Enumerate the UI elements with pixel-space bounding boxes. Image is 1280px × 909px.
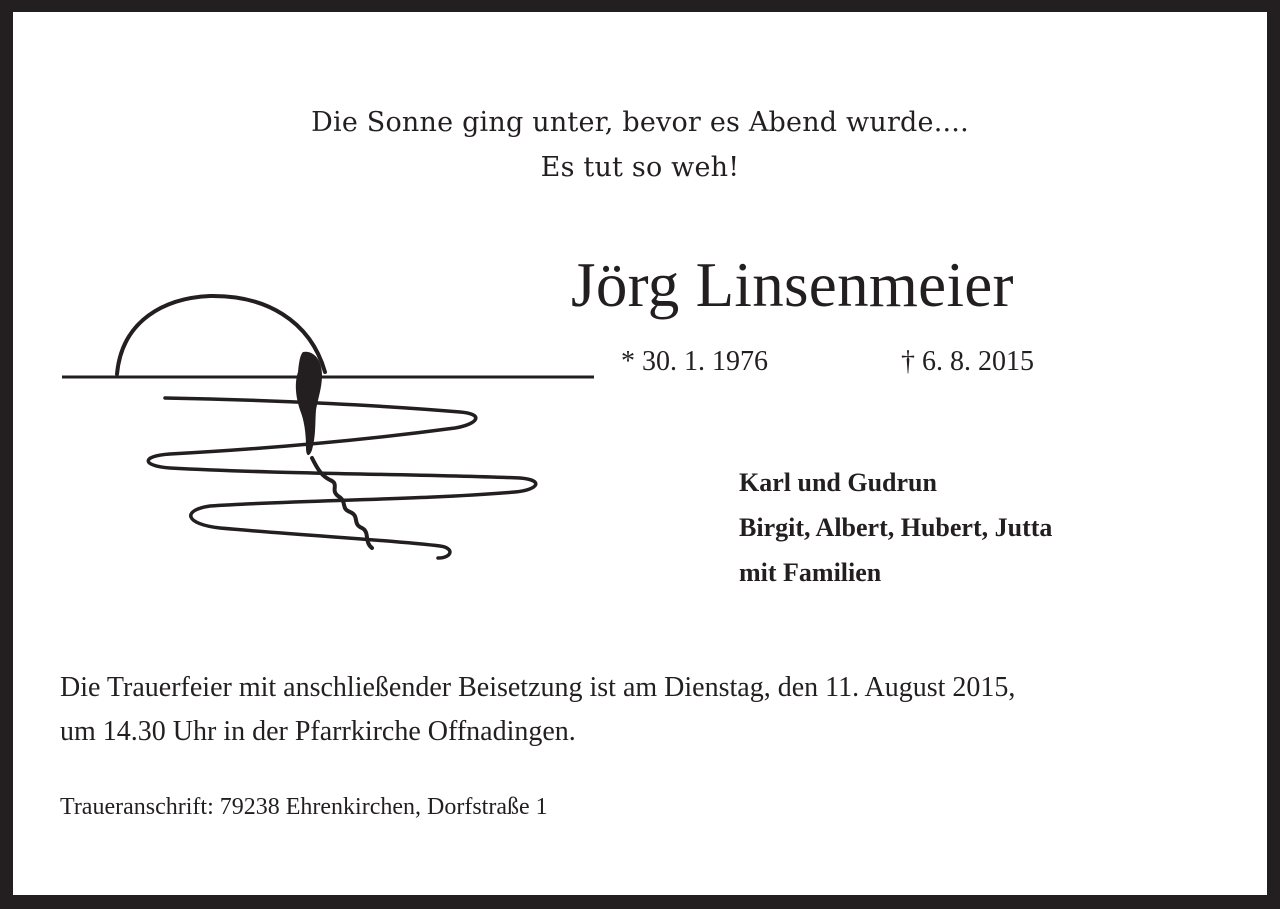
funeral-service-info [60,666,1015,754]
mourners-line-3: mit Familien [739,558,882,587]
motto-line-2: Es tut so weh! [540,152,740,183]
mourners [739,460,1052,595]
mourners-line-2: Birgit, Albert, Hubert, Jutta [739,513,1053,542]
mourning-address: Traueranschrift: 79238 Ehrenkirchen, Dorfstraße 1 [60,794,548,820]
obituary-notice [13,12,1267,895]
sunset-silhouette-icon [60,280,600,570]
service-line-2: um 14.30 Uhr in der Pfarrkirche Offnadingen. [60,716,576,747]
deceased-name: Jörg Linsenmeier [571,250,1014,320]
mourners-line-1: Karl und Gudrun [739,468,937,497]
motto [13,100,1267,190]
birth-date: * 30. 1. 1976 [621,346,768,377]
service-line-1: Die Trauerfeier mit anschließender Beisetzung ist am Dienstag, den 11. August 2015, [60,672,1016,703]
death-date: † 6. 8. 2015 [901,346,1034,377]
motto-line-1: Die Sonne ging unter, bevor es Abend wurde.... [311,107,969,138]
